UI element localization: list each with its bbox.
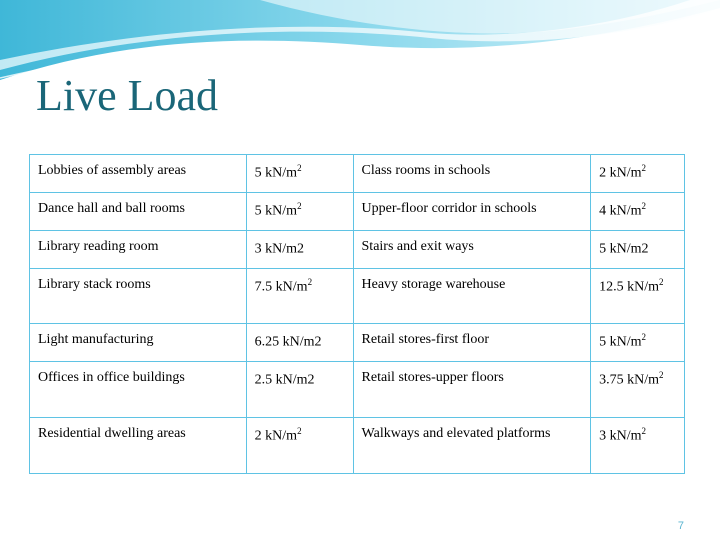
load-value-cell-text: 4 kN/m [599,203,642,219]
load-value-cell [246,193,353,231]
load-value-cell [591,418,685,474]
occupancy-cell [30,193,247,231]
load-value-cell [246,324,353,362]
unit-exponent: 2 [641,426,646,436]
load-value-cell [246,269,353,324]
occupancy-cell-text: Library stack rooms [38,277,151,292]
load-value-cell-text: 3 kN/m2 [254,241,305,257]
load-value-cell [591,269,685,324]
unit-exponent: 2 [641,201,646,211]
unit-exponent: 2 [297,201,302,211]
unit-exponent: 2 [297,426,302,436]
load-value-cell-text: 5 kN/m [599,334,642,350]
occupancy-cell-text: Walkways and elevated platforms [361,426,551,441]
load-value-cell [246,155,353,193]
load-value-cell [591,231,685,269]
load-value-cell-text: 2.5 kN/m2 [254,372,315,388]
occupancy-cell [353,362,591,418]
load-value-cell-text: 3.75 kN/m [599,372,659,388]
load-value-cell-text: 2 kN/m [254,428,298,444]
live-load-table [29,154,685,474]
slide-title: Live Load [36,71,219,120]
load-value-cell [246,231,353,269]
load-value-cell-text: 5 kN/m [254,203,298,219]
load-value-cell-text: 5 kN/m2 [599,241,649,257]
occupancy-cell [353,231,591,269]
load-value-cell [591,193,685,231]
load-value-cell-text: 6.25 kN/m2 [254,334,322,350]
occupancy-cell-text: Class rooms in schools [361,163,491,178]
occupancy-cell-text: Residential dwelling areas [38,426,186,441]
occupancy-cell [353,324,591,362]
occupancy-cell-text: Dance hall and ball rooms [38,201,185,216]
unit-exponent: 2 [297,163,302,173]
load-value-cell-text: 5 kN/m [254,165,298,181]
occupancy-cell-text: Lobbies of assembly areas [38,163,187,178]
occupancy-cell [30,231,247,269]
occupancy-cell [353,418,591,474]
occupancy-cell [353,269,591,324]
occupancy-cell [30,362,247,418]
occupancy-cell-text: Upper-floor corridor in schools [361,201,537,216]
table-row [30,324,685,362]
table-row [30,193,685,231]
occupancy-cell-text: Retail stores-upper floors [361,370,504,385]
table-row [30,269,685,324]
unit-exponent: 2 [307,277,313,287]
occupancy-cell [30,418,247,474]
occupancy-cell [30,269,247,324]
load-value-cell-text: 3 kN/m [599,428,642,444]
occupancy-cell-text: Library reading room [38,239,159,254]
unit-exponent: 2 [658,277,664,287]
table-row [30,418,685,474]
occupancy-cell-text: Offices in office buildings [38,370,185,385]
load-value-cell [591,324,685,362]
slide-number: 7 [677,520,684,532]
load-value-cell-text: 7.5 kN/m [254,279,308,295]
load-value-cell [591,155,685,193]
occupancy-cell [30,155,247,193]
unit-exponent: 2 [658,370,664,380]
unit-exponent: 2 [641,332,646,342]
load-value-cell [246,362,353,418]
load-value-cell [591,362,685,418]
table-row [30,231,685,269]
table-row [30,362,685,418]
load-value-cell-text: 12.5 kN/m [599,279,659,295]
load-value-cell-text: 2 kN/m [599,165,642,181]
occupancy-cell-text: Light manufacturing [38,332,154,347]
unit-exponent: 2 [641,163,646,173]
table-row [30,155,685,193]
occupancy-cell [353,155,591,193]
occupancy-cell-text: Heavy storage warehouse [361,277,506,292]
occupancy-cell [30,324,247,362]
occupancy-cell-text: Stairs and exit ways [361,239,474,254]
occupancy-cell-text: Retail stores-first floor [361,332,490,347]
load-value-cell [246,418,353,474]
occupancy-cell [353,193,591,231]
